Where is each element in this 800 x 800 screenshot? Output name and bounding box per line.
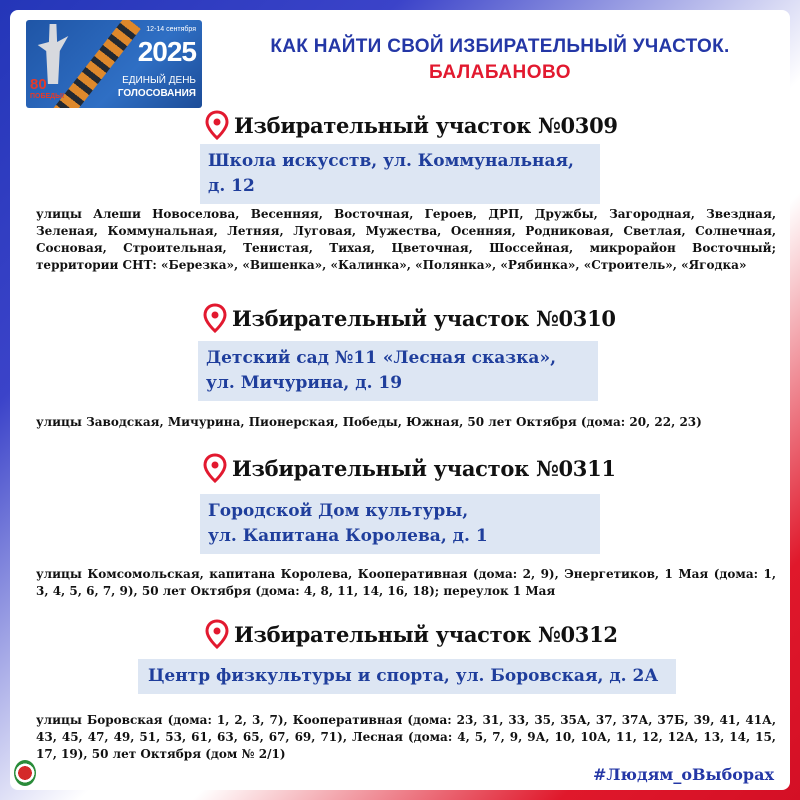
station-address-0309: [200, 144, 600, 204]
location-pin-icon: [204, 110, 230, 140]
logo-line1: ЕДИНЫЙ ДЕНЬ: [122, 75, 196, 86]
station-title: Избирательный участок №0310: [232, 305, 616, 331]
emblem-icon: [14, 760, 36, 786]
address-line2: д. 12: [208, 176, 255, 196]
station-streets-0310: улицы Заводская, Мичурина, Пионерская, Победы, Южная, 50 лет Октября (дома: 20, 22, 23): [36, 415, 702, 429]
station-title: Избирательный участок №0312: [234, 621, 618, 647]
station-streets-0309: улицы Алеши Новоселова, Весенняя, Восточная, Героев, ДРП, Дружбы, Загородная, Звездная, Зеленая, Коммунальная, Летняя, Луговая, Мужества, Осенняя, Родниковая, Светлая, Солнечная, Сосновая, Строительная, Тенистая, Тихая, Цветочная, Шоссейная, микрорайон Восточный; территории СНТ: «Березка», «Вишенка», «Калинка», «Полянка», «Рябинка», «Строитель», «Ягодка»: [36, 207, 776, 272]
election-year: 2025: [137, 36, 196, 67]
city-name: БАЛАБАНОВО: [428, 62, 572, 83]
station-heading-0311: [202, 453, 616, 483]
content-panel: [10, 10, 790, 790]
anniversary-number: 80: [30, 76, 47, 93]
station-title: Избирательный участок №0309: [234, 112, 618, 138]
election-day-logo: [26, 20, 202, 108]
address-line2: ул. Мичурина, д. 19: [206, 373, 403, 393]
address-line1: Школа искусств, ул. Коммунальная,: [208, 151, 574, 171]
station-heading-0309: [204, 110, 618, 140]
station-heading-0310: [202, 303, 616, 333]
statue-icon: [36, 24, 70, 84]
location-pin-icon: [202, 303, 228, 333]
victory-label: ПОБЕДЫ!: [30, 93, 65, 100]
station-streets-0311: улицы Комсомольская, капитана Королева, Кооперативная (дома: 2, 9), Энергетиков, 1 Мая (дома: 1, 3, 4, 5, 6, 7, 9), 50 лет Октября (дома: 4, 8, 11, 14, 16, 18); переулок 1 Мая: [36, 567, 776, 598]
logo-line2: ГОЛОСОВАНИЯ: [117, 88, 196, 99]
hashtag: #Людям_оВыборах: [592, 765, 774, 784]
location-pin-icon: [204, 619, 230, 649]
address-line1: Городской Дом культуры,: [208, 501, 469, 521]
station-title: Избирательный участок №0311: [232, 455, 616, 481]
address-line1: Детский сад №11 «Лесная сказка»,: [206, 348, 556, 368]
station-address-0310: [198, 341, 598, 401]
election-dates: 12-14 сентября: [146, 26, 196, 33]
station-heading-0312: [204, 619, 618, 649]
page-title: КАК НАЙТИ СВОЙ ИЗБИРАТЕЛЬНЫЙ УЧАСТОК.: [270, 36, 730, 57]
station-address-0311: [200, 494, 600, 554]
station-streets-0312: улицы Боровская (дома: 1, 2, 3, 7), Кооперативная (дома: 23, 31, 33, 35, 35А, 37, 37А, 37Б, 39, 41, 41А, 43, 45, 47, 49, 51, 53, 61, 63, 65, 67, 69, 71), Лесная (дома: 4, 5, 7, 9, 9А, 10, 10А, 11, 12, 12А, 13, 14, 15, 17, 19), 50 лет Октября (дом № 2/1): [36, 713, 776, 761]
address-line1: Центр физкультуры и спорта, ул. Боровская, д. 2А: [148, 666, 659, 686]
address-line2: ул. Капитана Королева, д. 1: [208, 526, 488, 546]
station-address-0312: [138, 659, 676, 694]
location-pin-icon: [202, 453, 228, 483]
